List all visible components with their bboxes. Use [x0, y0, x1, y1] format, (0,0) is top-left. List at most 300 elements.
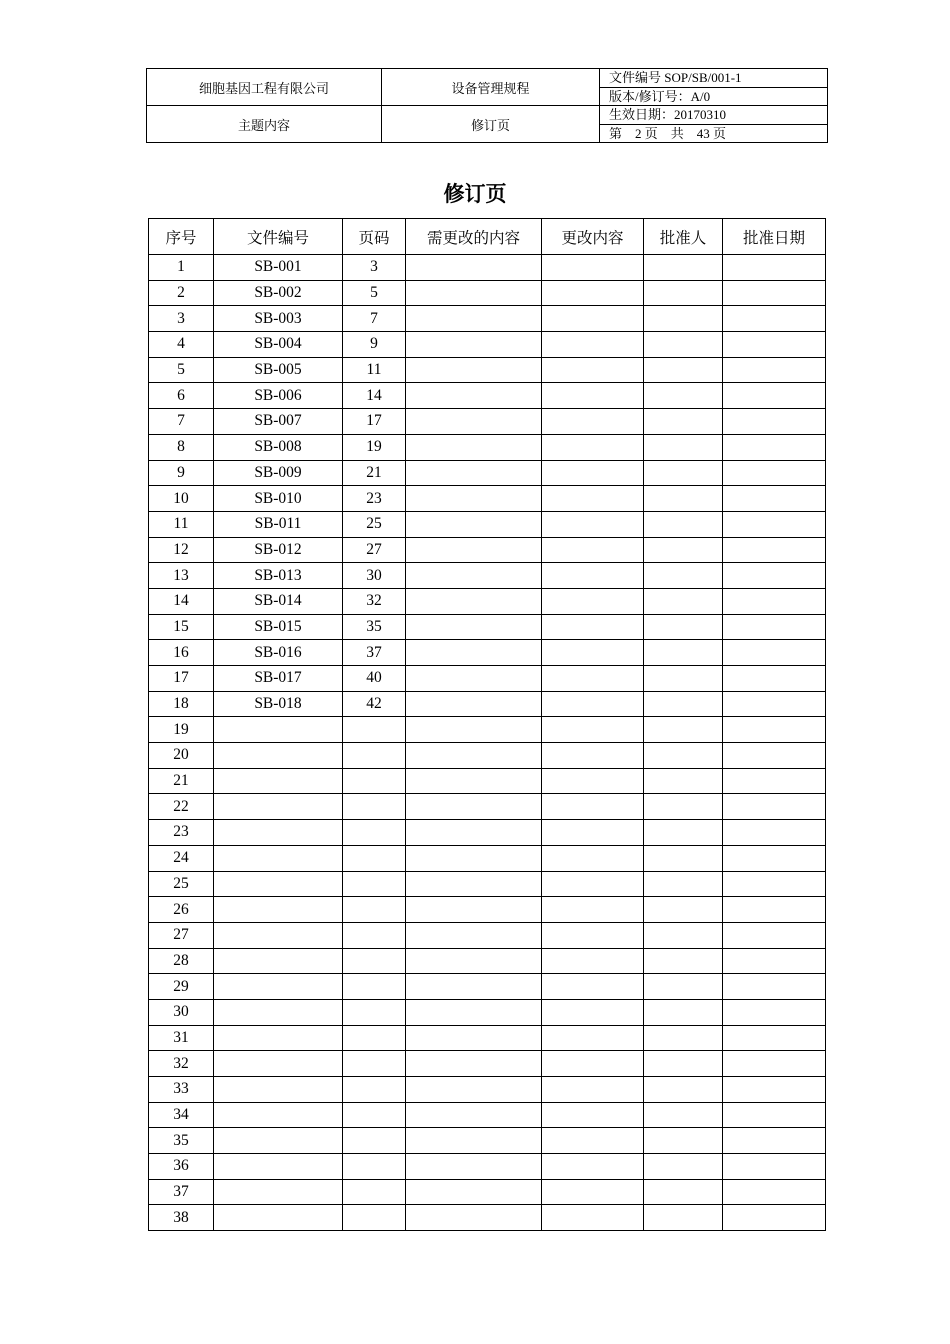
cell-change-content: [542, 820, 644, 846]
cell-approval-date: [723, 794, 826, 820]
cell-content-to-change: [406, 794, 542, 820]
cell-doc-number: SB-017: [214, 666, 343, 692]
cell-approver: [644, 306, 723, 332]
cell-page: 42: [343, 691, 406, 717]
cell-doc-number: [214, 1025, 343, 1051]
cell-doc-number: SB-011: [214, 511, 343, 537]
cell-doc-number: [214, 948, 343, 974]
cell-page: [343, 871, 406, 897]
table-row: [149, 280, 826, 306]
cell-approval-date: [723, 1102, 826, 1128]
cell-seq: 36: [149, 1154, 214, 1180]
cell-approver: [644, 1102, 723, 1128]
table-row: [149, 743, 826, 769]
cell-page: [343, 1205, 406, 1231]
table-row: [149, 999, 826, 1025]
revision-table-body: [149, 255, 826, 1231]
cell-approval-date: [723, 255, 826, 281]
cell-seq: 32: [149, 1051, 214, 1077]
table-row: [149, 871, 826, 897]
cell-content-to-change: [406, 511, 542, 537]
cell-doc-number: SB-007: [214, 409, 343, 435]
cell-approver: [644, 1179, 723, 1205]
cell-seq: 29: [149, 974, 214, 1000]
cell-change-content: [542, 794, 644, 820]
cell-content-to-change: [406, 255, 542, 281]
cell-page: 3: [343, 255, 406, 281]
cell-page: [343, 922, 406, 948]
cell-content-to-change: [406, 563, 542, 589]
cell-approver: [644, 948, 723, 974]
table-row: [149, 897, 826, 923]
cell-seq: 33: [149, 1077, 214, 1103]
cell-approver: [644, 357, 723, 383]
cell-seq: 38: [149, 1205, 214, 1231]
cell-content-to-change: [406, 922, 542, 948]
cell-page: 23: [343, 486, 406, 512]
cell-content-to-change: [406, 1179, 542, 1205]
cell-change-content: [542, 537, 644, 563]
cell-seq: 21: [149, 768, 214, 794]
cell-doc-number: [214, 922, 343, 948]
cell-page: [343, 743, 406, 769]
table-row: [149, 614, 826, 640]
cell-page: 27: [343, 537, 406, 563]
cell-doc-number: SB-005: [214, 357, 343, 383]
cell-doc-number: [214, 1051, 343, 1077]
table-row: [149, 537, 826, 563]
cell-doc-number: [214, 794, 343, 820]
cell-seq: 13: [149, 563, 214, 589]
cell-approver: [644, 255, 723, 281]
cell-approver: [644, 820, 723, 846]
cell-approval-date: [723, 588, 826, 614]
cell-content-to-change: [406, 409, 542, 435]
cell-doc-number: [214, 845, 343, 871]
cell-approval-date: [723, 691, 826, 717]
table-row: [149, 794, 826, 820]
cell-approver: [644, 743, 723, 769]
cell-approval-date: [723, 845, 826, 871]
cell-doc-number: SB-012: [214, 537, 343, 563]
cell-approval-date: [723, 563, 826, 589]
cell-change-content: [542, 1051, 644, 1077]
cell-seq: 28: [149, 948, 214, 974]
cell-content-to-change: [406, 820, 542, 846]
cell-change-content: [542, 768, 644, 794]
cell-change-content: [542, 1077, 644, 1103]
table-row: [149, 820, 826, 846]
cell-content-to-change: [406, 1154, 542, 1180]
cell-page: 7: [343, 306, 406, 332]
cell-doc-number: [214, 768, 343, 794]
cell-approval-date: [723, 332, 826, 358]
cell-doc-number: SB-018: [214, 691, 343, 717]
cell-page: 25: [343, 511, 406, 537]
cell-change-content: [542, 922, 644, 948]
cell-content-to-change: [406, 845, 542, 871]
cell-seq: 17: [149, 666, 214, 692]
subject-value: 修订页: [382, 106, 600, 143]
cell-change-content: [542, 1205, 644, 1231]
cell-page: 32: [343, 588, 406, 614]
cell-seq: 12: [149, 537, 214, 563]
cell-change-content: [542, 1102, 644, 1128]
cell-change-content: [542, 280, 644, 306]
cell-seq: 4: [149, 332, 214, 358]
cell-approval-date: [723, 1051, 826, 1077]
cell-change-content: [542, 255, 644, 281]
cell-change-content: [542, 999, 644, 1025]
cell-doc-number: [214, 1102, 343, 1128]
cell-seq: 2: [149, 280, 214, 306]
table-row: [149, 434, 826, 460]
cell-seq: 30: [149, 999, 214, 1025]
cell-content-to-change: [406, 486, 542, 512]
cell-approval-date: [723, 383, 826, 409]
cell-approval-date: [723, 666, 826, 692]
cell-content-to-change: [406, 434, 542, 460]
cell-change-content: [542, 460, 644, 486]
cell-approver: [644, 666, 723, 692]
cell-page: 30: [343, 563, 406, 589]
column-header-seq: 序号: [149, 219, 214, 255]
table-row: [149, 1128, 826, 1154]
cell-change-content: [542, 357, 644, 383]
cell-approval-date: [723, 1077, 826, 1103]
cell-content-to-change: [406, 897, 542, 923]
cell-page: [343, 794, 406, 820]
cell-change-content: [542, 666, 644, 692]
cell-content-to-change: [406, 1051, 542, 1077]
cell-approver: [644, 280, 723, 306]
cell-page: [343, 1051, 406, 1077]
cell-page: [343, 1102, 406, 1128]
cell-page: 40: [343, 666, 406, 692]
cell-approval-date: [723, 871, 826, 897]
cell-approval-date: [723, 743, 826, 769]
cell-change-content: [542, 434, 644, 460]
cell-seq: 7: [149, 409, 214, 435]
table-row: [149, 640, 826, 666]
cell-content-to-change: [406, 460, 542, 486]
company-name: 细胞基因工程有限公司: [147, 69, 382, 106]
cell-content-to-change: [406, 1102, 542, 1128]
cell-seq: 31: [149, 1025, 214, 1051]
table-row: [149, 383, 826, 409]
procedure-name: 设备管理规程: [382, 69, 600, 106]
cell-page: [343, 1077, 406, 1103]
cell-page: 9: [343, 332, 406, 358]
cell-approval-date: [723, 306, 826, 332]
cell-approval-date: [723, 537, 826, 563]
table-row: [149, 768, 826, 794]
cell-approver: [644, 486, 723, 512]
cell-content-to-change: [406, 537, 542, 563]
cell-approval-date: [723, 434, 826, 460]
table-row: [149, 845, 826, 871]
cell-content-to-change: [406, 691, 542, 717]
table-row: [149, 486, 826, 512]
cell-approver: [644, 1077, 723, 1103]
table-row: [149, 1077, 826, 1103]
cell-approval-date: [723, 717, 826, 743]
effective-date: 生效日期：20170310: [600, 106, 828, 125]
cell-approval-date: [723, 974, 826, 1000]
cell-doc-number: [214, 1205, 343, 1231]
cell-doc-number: SB-010: [214, 486, 343, 512]
cell-approver: [644, 794, 723, 820]
cell-doc-number: [214, 999, 343, 1025]
cell-approval-date: [723, 1025, 826, 1051]
cell-seq: 8: [149, 434, 214, 460]
doc-number: 文件编号 SOP/SB/001-1: [600, 69, 828, 88]
cell-change-content: [542, 871, 644, 897]
cell-doc-number: [214, 1077, 343, 1103]
cell-approver: [644, 383, 723, 409]
document-header: [146, 68, 828, 143]
cell-content-to-change: [406, 871, 542, 897]
cell-page: [343, 1179, 406, 1205]
cell-seq: 25: [149, 871, 214, 897]
cell-change-content: [542, 588, 644, 614]
cell-page: 5: [343, 280, 406, 306]
cell-content-to-change: [406, 614, 542, 640]
cell-seq: 37: [149, 1179, 214, 1205]
subject-label: 主题内容: [147, 106, 382, 143]
cell-doc-number: [214, 1179, 343, 1205]
cell-content-to-change: [406, 1205, 542, 1231]
table-row: [149, 974, 826, 1000]
cell-content-to-change: [406, 743, 542, 769]
cell-doc-number: [214, 871, 343, 897]
cell-doc-number: SB-001: [214, 255, 343, 281]
cell-change-content: [542, 332, 644, 358]
cell-content-to-change: [406, 640, 542, 666]
table-row: [149, 332, 826, 358]
cell-approval-date: [723, 999, 826, 1025]
revision-table: [148, 218, 826, 1231]
cell-approval-date: [723, 511, 826, 537]
cell-approver: [644, 897, 723, 923]
cell-change-content: [542, 1025, 644, 1051]
cell-approval-date: [723, 614, 826, 640]
cell-approver: [644, 691, 723, 717]
cell-approver: [644, 717, 723, 743]
cell-approval-date: [723, 409, 826, 435]
table-row: [149, 563, 826, 589]
cell-page: 17: [343, 409, 406, 435]
cell-approver: [644, 537, 723, 563]
cell-change-content: [542, 1154, 644, 1180]
column-header-page: 页码: [343, 219, 406, 255]
cell-doc-number: SB-013: [214, 563, 343, 589]
cell-change-content: [542, 1179, 644, 1205]
column-header-doc-number: 文件编号: [214, 219, 343, 255]
cell-page: 11: [343, 357, 406, 383]
cell-change-content: [542, 614, 644, 640]
cell-content-to-change: [406, 1077, 542, 1103]
cell-approval-date: [723, 820, 826, 846]
cell-seq: 23: [149, 820, 214, 846]
table-row: [149, 1179, 826, 1205]
cell-approver: [644, 845, 723, 871]
cell-seq: 10: [149, 486, 214, 512]
cell-seq: 11: [149, 511, 214, 537]
cell-approver: [644, 409, 723, 435]
cell-page: [343, 974, 406, 1000]
cell-content-to-change: [406, 332, 542, 358]
cell-content-to-change: [406, 357, 542, 383]
column-header-approver: 批准人: [644, 219, 723, 255]
column-header-change-content: 更改内容: [542, 219, 644, 255]
cell-page: [343, 897, 406, 923]
cell-approval-date: [723, 897, 826, 923]
cell-page: 37: [343, 640, 406, 666]
cell-change-content: [542, 640, 644, 666]
cell-change-content: [542, 486, 644, 512]
cell-change-content: [542, 409, 644, 435]
cell-doc-number: SB-008: [214, 434, 343, 460]
table-row: [149, 460, 826, 486]
cell-approval-date: [723, 640, 826, 666]
table-row: [149, 1051, 826, 1077]
table-header-row: [149, 219, 826, 255]
page-info: 第 2 页 共 43 页: [600, 124, 828, 143]
cell-approval-date: [723, 1205, 826, 1231]
cell-approver: [644, 460, 723, 486]
cell-approver: [644, 974, 723, 1000]
column-header-approval-date: 批准日期: [723, 219, 826, 255]
cell-approver: [644, 1025, 723, 1051]
cell-page: 14: [343, 383, 406, 409]
cell-approver: [644, 1205, 723, 1231]
cell-doc-number: [214, 897, 343, 923]
cell-approver: [644, 922, 723, 948]
column-header-content-to-change: 需更改的内容: [406, 219, 542, 255]
cell-change-content: [542, 691, 644, 717]
cell-approval-date: [723, 768, 826, 794]
cell-content-to-change: [406, 666, 542, 692]
cell-content-to-change: [406, 383, 542, 409]
cell-doc-number: SB-009: [214, 460, 343, 486]
cell-approval-date: [723, 1128, 826, 1154]
version-number: 版本/修订号：A/0: [600, 87, 828, 106]
cell-page: [343, 1154, 406, 1180]
cell-content-to-change: [406, 999, 542, 1025]
cell-doc-number: [214, 717, 343, 743]
cell-change-content: [542, 717, 644, 743]
cell-seq: 27: [149, 922, 214, 948]
table-row: [149, 717, 826, 743]
cell-content-to-change: [406, 1128, 542, 1154]
cell-doc-number: SB-002: [214, 280, 343, 306]
cell-seq: 5: [149, 357, 214, 383]
cell-content-to-change: [406, 948, 542, 974]
cell-content-to-change: [406, 1025, 542, 1051]
cell-doc-number: [214, 743, 343, 769]
cell-approval-date: [723, 280, 826, 306]
cell-doc-number: SB-003: [214, 306, 343, 332]
table-row: [149, 666, 826, 692]
cell-approval-date: [723, 486, 826, 512]
table-row: [149, 1205, 826, 1231]
cell-page: [343, 768, 406, 794]
table-row: [149, 1025, 826, 1051]
table-row: [149, 1154, 826, 1180]
cell-approver: [644, 640, 723, 666]
table-row: [149, 948, 826, 974]
cell-approval-date: [723, 460, 826, 486]
cell-page: 21: [343, 460, 406, 486]
cell-seq: 9: [149, 460, 214, 486]
cell-seq: 1: [149, 255, 214, 281]
cell-change-content: [542, 306, 644, 332]
cell-seq: 24: [149, 845, 214, 871]
cell-seq: 15: [149, 614, 214, 640]
cell-content-to-change: [406, 306, 542, 332]
cell-change-content: [542, 897, 644, 923]
cell-approver: [644, 871, 723, 897]
cell-content-to-change: [406, 280, 542, 306]
cell-doc-number: [214, 820, 343, 846]
cell-approver: [644, 1128, 723, 1154]
table-row: [149, 306, 826, 332]
cell-approver: [644, 614, 723, 640]
cell-page: [343, 820, 406, 846]
table-row: [149, 255, 826, 281]
cell-content-to-change: [406, 588, 542, 614]
table-row: [149, 588, 826, 614]
cell-approver: [644, 332, 723, 358]
cell-seq: 35: [149, 1128, 214, 1154]
cell-seq: 34: [149, 1102, 214, 1128]
cell-change-content: [542, 845, 644, 871]
cell-change-content: [542, 511, 644, 537]
cell-page: [343, 717, 406, 743]
cell-seq: 22: [149, 794, 214, 820]
cell-seq: 16: [149, 640, 214, 666]
cell-approver: [644, 999, 723, 1025]
table-row: [149, 1102, 826, 1128]
cell-seq: 3: [149, 306, 214, 332]
cell-content-to-change: [406, 974, 542, 1000]
cell-seq: 19: [149, 717, 214, 743]
cell-change-content: [542, 974, 644, 1000]
cell-approval-date: [723, 1179, 826, 1205]
cell-doc-number: SB-004: [214, 332, 343, 358]
cell-seq: 6: [149, 383, 214, 409]
cell-change-content: [542, 563, 644, 589]
cell-approval-date: [723, 948, 826, 974]
cell-content-to-change: [406, 717, 542, 743]
table-row: [149, 922, 826, 948]
cell-doc-number: SB-006: [214, 383, 343, 409]
cell-page: [343, 1128, 406, 1154]
cell-seq: 20: [149, 743, 214, 769]
table-row: [149, 691, 826, 717]
cell-doc-number: [214, 1128, 343, 1154]
cell-page: [343, 948, 406, 974]
page-title: 修订页: [443, 182, 507, 206]
cell-doc-number: SB-016: [214, 640, 343, 666]
cell-approver: [644, 434, 723, 460]
cell-change-content: [542, 1128, 644, 1154]
cell-seq: 18: [149, 691, 214, 717]
cell-approver: [644, 588, 723, 614]
cell-approval-date: [723, 922, 826, 948]
cell-approver: [644, 511, 723, 537]
